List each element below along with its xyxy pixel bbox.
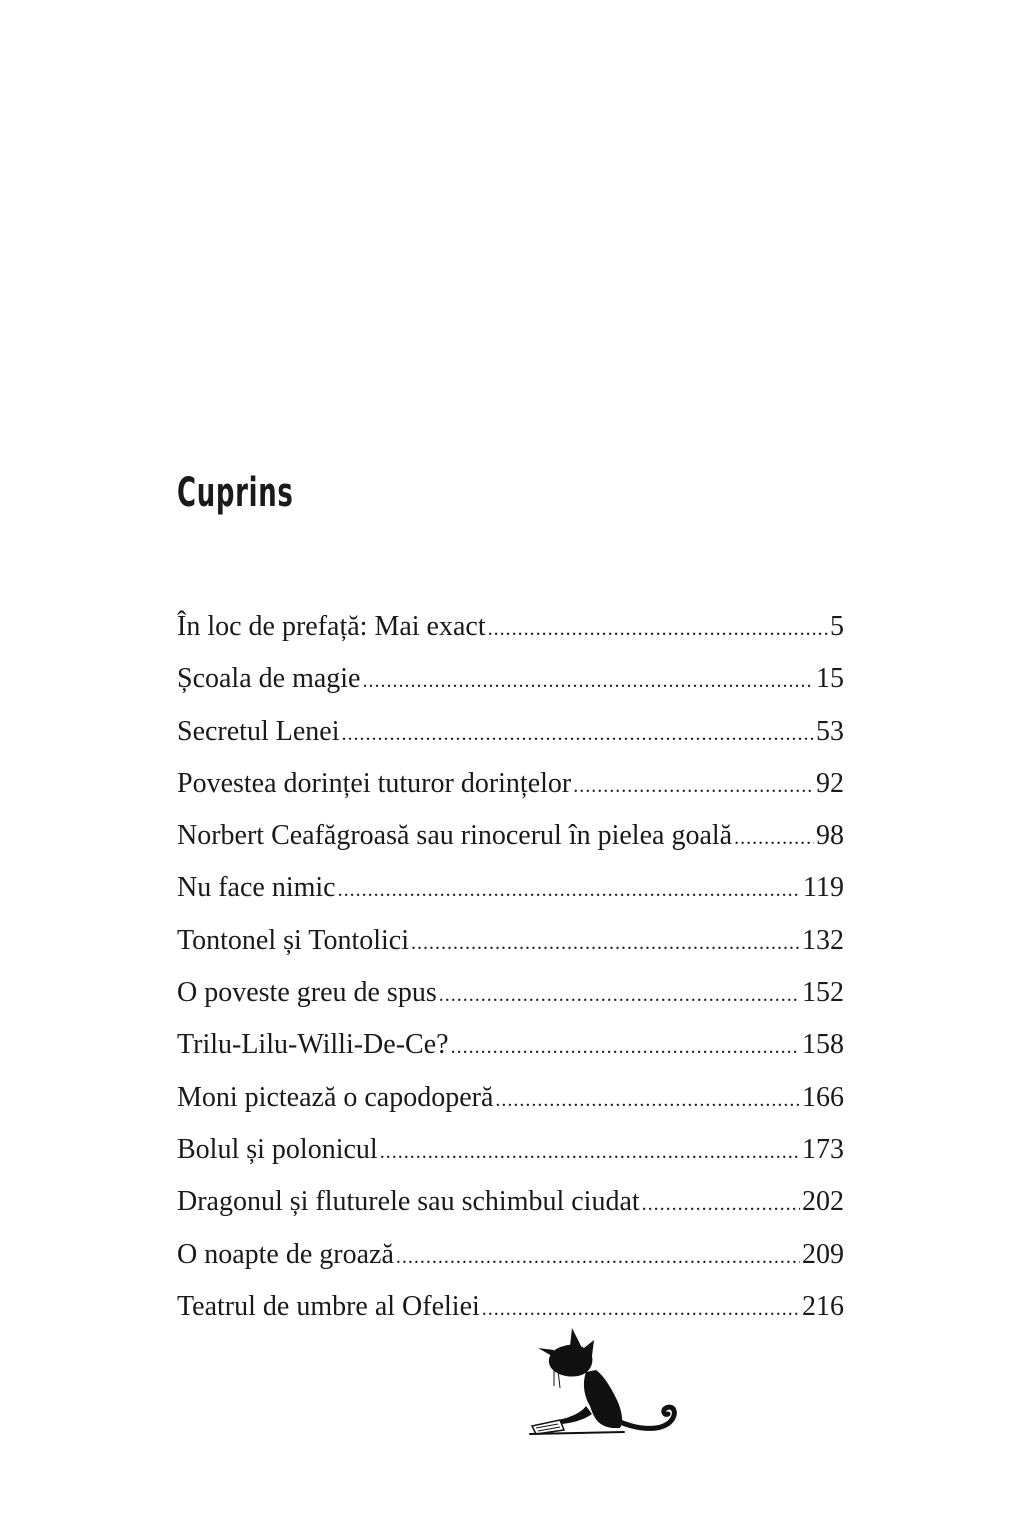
toc-entry-title: Școala de magie — [177, 663, 361, 695]
dot-leader — [573, 760, 814, 810]
dot-leader — [495, 1074, 800, 1124]
toc-entry-title: Norbert Ceafăgroasă sau rinocerul în pielea goală — [177, 820, 733, 852]
toc-entry — [177, 1229, 844, 1281]
toc-entry-page: 132 — [802, 924, 844, 956]
toc-entry — [177, 862, 844, 914]
toc-entry — [177, 758, 844, 810]
dot-leader — [439, 969, 800, 1019]
toc-entry — [177, 706, 844, 758]
toc-entry-page: 152 — [802, 977, 844, 1009]
toc-entry-page: 119 — [803, 872, 844, 904]
toc-entry-title: Tontonel și Tontolici — [177, 924, 409, 956]
toc-entry-title: O noapte de groază — [177, 1238, 394, 1270]
toc-entry-page: 166 — [802, 1081, 844, 1113]
toc-entry — [177, 1124, 844, 1176]
toc-entry-page: 15 — [816, 663, 844, 695]
toc-entry-title: Bolul și polonicul — [177, 1133, 378, 1165]
toc-entry — [177, 967, 844, 1019]
toc-entry — [177, 810, 844, 862]
dot-leader — [362, 655, 814, 705]
toc-entry-title: Trilu-Lilu-Willi-De-Ce? — [177, 1029, 449, 1061]
toc-entry — [177, 915, 844, 967]
toc-entry-page: 92 — [816, 767, 844, 799]
toc-entry-page: 202 — [802, 1186, 844, 1218]
toc-entry-page: 173 — [802, 1133, 844, 1165]
dot-leader — [380, 1126, 800, 1176]
toc-entry-page: 53 — [816, 715, 844, 747]
table-of-contents — [177, 601, 844, 1333]
toc-entry-page: 5 — [830, 611, 844, 642]
toc-entry-page: 209 — [802, 1238, 844, 1270]
dot-leader — [734, 812, 814, 862]
page-title: Cuprins — [177, 470, 294, 516]
toc-entry — [177, 1019, 844, 1071]
toc-entry — [177, 1072, 844, 1124]
toc-entry-title: Moni pictează o capodoperă — [177, 1081, 494, 1113]
toc-entry-title: Teatrul de umbre al Ofeliei — [177, 1290, 480, 1322]
dot-leader — [338, 864, 801, 914]
toc-entry — [177, 1281, 844, 1333]
dot-leader — [451, 1021, 800, 1071]
toc-entry-page: 98 — [816, 820, 844, 852]
dot-leader — [642, 1178, 800, 1228]
toc-entry-page: 216 — [802, 1290, 844, 1322]
toc-entry-title: Dragonul și fluturele sau schimbul ciudat — [177, 1186, 640, 1218]
dot-leader — [411, 917, 800, 967]
dot-leader — [341, 708, 814, 758]
dot-leader — [396, 1231, 800, 1281]
toc-entry-page: 158 — [802, 1029, 844, 1061]
toc-entry-title: Secretul Lenei — [177, 715, 340, 747]
toc-entry — [177, 601, 844, 653]
toc-entry — [177, 1176, 844, 1228]
toc-entry-title: Povestea dorinței tuturor dorințelor — [177, 767, 572, 799]
toc-entry — [177, 653, 844, 705]
cat-reading-book-icon — [524, 1322, 684, 1442]
toc-entry-title: În loc de prefață: Mai exact — [177, 611, 486, 642]
toc-entry-title: O poveste greu de spus — [177, 977, 437, 1009]
dot-leader — [488, 603, 828, 653]
toc-entry-title: Nu face nimic — [177, 872, 336, 904]
